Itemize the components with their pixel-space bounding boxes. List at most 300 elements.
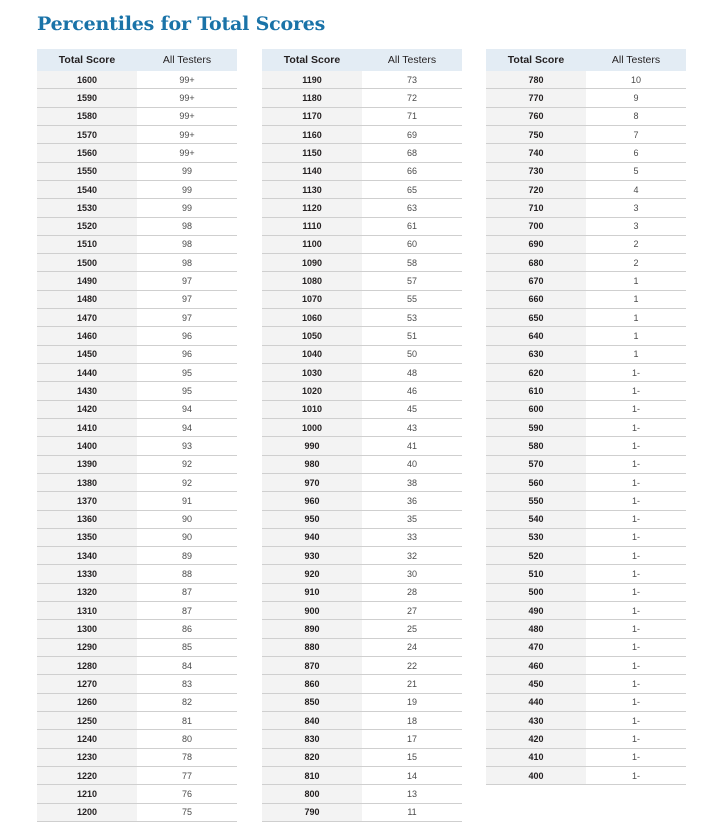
total-score-cell: 1420 (37, 400, 137, 418)
percentile-cell: 1 (586, 290, 686, 308)
table-row (262, 675, 462, 693)
total-score-cell: 470 (486, 638, 586, 656)
total-score-cell: 1210 (37, 785, 137, 803)
table-row (262, 565, 462, 583)
total-score-cell: 1530 (37, 199, 137, 217)
table-row (37, 345, 237, 363)
percentile-cell: 1- (586, 657, 686, 675)
percentile-cell: 1- (586, 693, 686, 711)
total-score-cell: 1310 (37, 602, 137, 620)
percentile-cell: 30 (362, 565, 462, 583)
total-score-cell: 650 (486, 309, 586, 327)
total-score-cell: 610 (486, 382, 586, 400)
total-score-cell: 930 (262, 547, 362, 565)
total-score-cell: 1410 (37, 418, 137, 436)
percentile-cell: 46 (362, 382, 462, 400)
total-score-cell: 500 (486, 583, 586, 601)
percentile-cell: 93 (137, 437, 237, 455)
total-score-cell: 1590 (37, 89, 137, 107)
percentile-table-3 (486, 49, 686, 785)
percentile-cell: 1- (586, 602, 686, 620)
total-score-cell: 810 (262, 766, 362, 784)
table-row (37, 803, 237, 821)
total-score-cell: 1270 (37, 675, 137, 693)
table-row (37, 272, 237, 290)
table-row (486, 510, 686, 528)
total-score-cell: 1600 (37, 71, 137, 89)
table-row (486, 309, 686, 327)
table-row (37, 290, 237, 308)
total-score-cell: 590 (486, 418, 586, 436)
table-row (37, 107, 237, 125)
percentile-cell: 24 (362, 638, 462, 656)
table-row (486, 71, 686, 89)
table-row (486, 254, 686, 272)
total-score-cell: 460 (486, 657, 586, 675)
percentile-cell: 33 (362, 528, 462, 546)
table-row (262, 657, 462, 675)
percentile-cell: 1- (586, 620, 686, 638)
table-row (262, 455, 462, 473)
percentile-cell: 1- (586, 492, 686, 510)
table-row (262, 602, 462, 620)
percentile-cell: 53 (362, 309, 462, 327)
percentile-cell: 6 (586, 144, 686, 162)
percentile-cell: 36 (362, 492, 462, 510)
table-row (37, 327, 237, 345)
total-score-cell: 980 (262, 455, 362, 473)
percentile-cell: 82 (137, 693, 237, 711)
table-row (486, 547, 686, 565)
percentile-cell: 92 (137, 473, 237, 491)
percentile-cell: 98 (137, 235, 237, 253)
total-score-cell: 1440 (37, 364, 137, 382)
table-row (486, 711, 686, 729)
percentile-cell: 14 (362, 766, 462, 784)
total-score-cell: 1350 (37, 528, 137, 546)
total-score-cell: 420 (486, 730, 586, 748)
table-row (486, 162, 686, 180)
total-score-cell: 1010 (262, 400, 362, 418)
table-row (262, 327, 462, 345)
table-row (262, 803, 462, 821)
table-row (486, 492, 686, 510)
total-score-cell: 1500 (37, 254, 137, 272)
table-row (37, 382, 237, 400)
table-row (262, 144, 462, 162)
total-score-cell: 570 (486, 455, 586, 473)
table-row (37, 693, 237, 711)
table-row (262, 528, 462, 546)
percentile-cell: 60 (362, 235, 462, 253)
total-score-cell: 770 (486, 89, 586, 107)
table-row (37, 510, 237, 528)
percentile-cell: 25 (362, 620, 462, 638)
total-score-cell: 1160 (262, 125, 362, 143)
table-row (262, 345, 462, 363)
percentile-cell: 80 (137, 730, 237, 748)
table-row (37, 144, 237, 162)
total-score-cell: 1550 (37, 162, 137, 180)
table-row (486, 272, 686, 290)
table-row (37, 657, 237, 675)
percentile-cell: 2 (586, 235, 686, 253)
table-row (37, 162, 237, 180)
total-score-cell: 1250 (37, 711, 137, 729)
percentile-cell: 94 (137, 418, 237, 436)
percentile-cell: 1- (586, 766, 686, 784)
table-row (37, 235, 237, 253)
total-score-cell: 520 (486, 547, 586, 565)
table-row (37, 455, 237, 473)
table-row (262, 473, 462, 491)
total-score-cell: 1460 (37, 327, 137, 345)
table-row (262, 711, 462, 729)
percentile-cell: 1- (586, 528, 686, 546)
percentile-cell: 95 (137, 382, 237, 400)
percentile-cell: 18 (362, 711, 462, 729)
total-score-cell: 1200 (37, 803, 137, 821)
table-row (486, 766, 686, 784)
percentile-cell: 98 (137, 217, 237, 235)
percentile-cell: 89 (137, 547, 237, 565)
percentile-cell: 2 (586, 254, 686, 272)
table-header-row (486, 49, 686, 71)
table-row (37, 199, 237, 217)
total-score-cell: 1230 (37, 748, 137, 766)
percentile-cell: 22 (362, 657, 462, 675)
total-score-cell: 730 (486, 162, 586, 180)
table-row (486, 400, 686, 418)
total-score-cell: 1580 (37, 107, 137, 125)
total-score-cell: 1180 (262, 89, 362, 107)
total-score-cell: 1190 (262, 71, 362, 89)
table-row (486, 455, 686, 473)
table-row (37, 437, 237, 455)
table-row (486, 290, 686, 308)
percentile-cell: 92 (137, 455, 237, 473)
percentile-cell: 1- (586, 455, 686, 473)
table-row (37, 418, 237, 436)
table-row (486, 144, 686, 162)
percentile-cell: 48 (362, 364, 462, 382)
all-testers-header: All Testers (362, 49, 462, 71)
table-row (262, 71, 462, 89)
table-row (262, 382, 462, 400)
percentile-cell: 13 (362, 785, 462, 803)
table-row (262, 418, 462, 436)
percentile-cell: 55 (362, 290, 462, 308)
total-score-cell: 970 (262, 473, 362, 491)
total-score-cell: 1280 (37, 657, 137, 675)
percentile-cell: 61 (362, 217, 462, 235)
table-row (262, 748, 462, 766)
table-row (37, 400, 237, 418)
total-score-cell: 840 (262, 711, 362, 729)
percentile-cell: 1- (586, 730, 686, 748)
percentile-cell: 4 (586, 180, 686, 198)
percentile-cell: 97 (137, 290, 237, 308)
table-row (262, 693, 462, 711)
table-row (486, 235, 686, 253)
total-score-cell: 410 (486, 748, 586, 766)
total-score-cell: 600 (486, 400, 586, 418)
percentile-cell: 90 (137, 510, 237, 528)
percentile-cell: 7 (586, 125, 686, 143)
table-row (262, 730, 462, 748)
percentile-cell: 99 (137, 162, 237, 180)
total-score-cell: 1430 (37, 382, 137, 400)
table-row (262, 254, 462, 272)
table-row (37, 217, 237, 235)
table-row (486, 602, 686, 620)
table-row (37, 125, 237, 143)
percentile-cell: 99+ (137, 89, 237, 107)
table-row (37, 71, 237, 89)
total-score-cell: 490 (486, 602, 586, 620)
total-score-cell: 400 (486, 766, 586, 784)
percentile-cell: 1 (586, 345, 686, 363)
percentile-cell: 45 (362, 400, 462, 418)
total-score-cell: 830 (262, 730, 362, 748)
table-row (262, 199, 462, 217)
total-score-cell: 1520 (37, 217, 137, 235)
total-score-cell: 1110 (262, 217, 362, 235)
total-score-cell: 1380 (37, 473, 137, 491)
total-score-cell: 1240 (37, 730, 137, 748)
table-row (486, 180, 686, 198)
percentile-cell: 99 (137, 199, 237, 217)
total-score-cell: 1120 (262, 199, 362, 217)
total-score-cell: 1340 (37, 547, 137, 565)
percentile-cell: 8 (586, 107, 686, 125)
total-score-cell: 800 (262, 785, 362, 803)
percentile-cell: 99+ (137, 125, 237, 143)
table-row (37, 675, 237, 693)
total-score-cell: 1080 (262, 272, 362, 290)
percentile-cell: 91 (137, 492, 237, 510)
total-score-cell: 560 (486, 473, 586, 491)
total-score-cell: 1140 (262, 162, 362, 180)
percentile-cell: 38 (362, 473, 462, 491)
percentile-cell: 76 (137, 785, 237, 803)
percentile-table-2 (262, 49, 462, 822)
percentile-cell: 1- (586, 382, 686, 400)
percentile-cell: 75 (137, 803, 237, 821)
table-row (486, 418, 686, 436)
table-row (262, 547, 462, 565)
table-row (37, 473, 237, 491)
total-score-cell: 780 (486, 71, 586, 89)
total-score-cell: 1510 (37, 235, 137, 253)
table-row (37, 638, 237, 656)
total-score-cell: 1540 (37, 180, 137, 198)
total-score-cell: 1290 (37, 638, 137, 656)
total-score-header: Total Score (37, 49, 137, 71)
table-row (37, 364, 237, 382)
percentile-cell: 99+ (137, 144, 237, 162)
total-score-cell: 920 (262, 565, 362, 583)
percentile-cell: 1- (586, 675, 686, 693)
percentile-cell: 99+ (137, 107, 237, 125)
percentile-cell: 1- (586, 473, 686, 491)
total-score-cell: 910 (262, 583, 362, 601)
percentile-cell: 58 (362, 254, 462, 272)
percentile-cell: 1- (586, 565, 686, 583)
total-score-cell: 1150 (262, 144, 362, 162)
total-score-cell: 880 (262, 638, 362, 656)
table-row (486, 620, 686, 638)
table-row (486, 107, 686, 125)
table-row (37, 748, 237, 766)
percentile-cell: 1 (586, 327, 686, 345)
total-score-cell: 740 (486, 144, 586, 162)
table-row (262, 235, 462, 253)
table-row (486, 565, 686, 583)
percentile-cell: 43 (362, 418, 462, 436)
total-score-cell: 510 (486, 565, 586, 583)
percentile-table-1 (37, 49, 237, 822)
total-score-cell: 670 (486, 272, 586, 290)
percentile-cell: 1- (586, 418, 686, 436)
table-row (486, 364, 686, 382)
table-row (262, 89, 462, 107)
table-row (37, 730, 237, 748)
table-row (262, 510, 462, 528)
total-score-cell: 940 (262, 528, 362, 546)
percentile-cell: 98 (137, 254, 237, 272)
total-score-cell: 700 (486, 217, 586, 235)
total-score-cell: 640 (486, 327, 586, 345)
table-row (37, 766, 237, 784)
total-score-cell: 850 (262, 693, 362, 711)
total-score-cell: 990 (262, 437, 362, 455)
table-row (37, 309, 237, 327)
table-row (262, 217, 462, 235)
total-score-cell: 1020 (262, 382, 362, 400)
percentile-cell: 1- (586, 400, 686, 418)
total-score-cell: 530 (486, 528, 586, 546)
table-row (486, 217, 686, 235)
percentile-cell: 5 (586, 162, 686, 180)
percentile-cell: 15 (362, 748, 462, 766)
percentile-cell: 1- (586, 638, 686, 656)
total-score-cell: 1450 (37, 345, 137, 363)
percentile-cell: 73 (362, 71, 462, 89)
table-header-row (262, 49, 462, 71)
percentile-cell: 1- (586, 547, 686, 565)
total-score-cell: 430 (486, 711, 586, 729)
total-score-cell: 720 (486, 180, 586, 198)
table-row (37, 565, 237, 583)
total-score-cell: 440 (486, 693, 586, 711)
percentile-cell: 28 (362, 583, 462, 601)
total-score-cell: 630 (486, 345, 586, 363)
total-score-cell: 1300 (37, 620, 137, 638)
table-row (262, 766, 462, 784)
table-row (486, 657, 686, 675)
table-row (37, 583, 237, 601)
percentile-cell: 72 (362, 89, 462, 107)
total-score-cell: 1000 (262, 418, 362, 436)
percentile-cell: 57 (362, 272, 462, 290)
table-row (262, 620, 462, 638)
total-score-cell: 690 (486, 235, 586, 253)
percentile-cell: 17 (362, 730, 462, 748)
total-score-cell: 1370 (37, 492, 137, 510)
percentile-cell: 1- (586, 583, 686, 601)
table-body (262, 71, 462, 821)
percentile-cell: 69 (362, 125, 462, 143)
total-score-cell: 1260 (37, 693, 137, 711)
total-score-cell: 820 (262, 748, 362, 766)
table-row (486, 730, 686, 748)
total-score-cell: 1320 (37, 583, 137, 601)
percentile-cell: 63 (362, 199, 462, 217)
table-row (486, 199, 686, 217)
percentile-cell: 9 (586, 89, 686, 107)
total-score-cell: 1050 (262, 327, 362, 345)
table-row (486, 327, 686, 345)
table-header-row (37, 49, 237, 71)
percentile-cell: 11 (362, 803, 462, 821)
percentile-cell: 1 (586, 272, 686, 290)
percentile-cell: 10 (586, 71, 686, 89)
total-score-cell: 620 (486, 364, 586, 382)
total-score-cell: 960 (262, 492, 362, 510)
table-row (262, 364, 462, 382)
all-testers-header: All Testers (137, 49, 237, 71)
total-score-cell: 1390 (37, 455, 137, 473)
percentile-cell: 90 (137, 528, 237, 546)
table-body (37, 71, 237, 821)
percentile-cell: 97 (137, 272, 237, 290)
total-score-cell: 1030 (262, 364, 362, 382)
table-row (37, 711, 237, 729)
percentile-cell: 94 (137, 400, 237, 418)
page-title: Percentiles for Total Scores (37, 13, 326, 35)
all-testers-header: All Testers (586, 49, 686, 71)
total-score-cell: 1040 (262, 345, 362, 363)
table-row (262, 107, 462, 125)
table-row (486, 382, 686, 400)
table-row (37, 528, 237, 546)
table-row (37, 254, 237, 272)
percentile-cell: 1 (586, 309, 686, 327)
total-score-cell: 760 (486, 107, 586, 125)
percentile-cell: 81 (137, 711, 237, 729)
table-row (262, 290, 462, 308)
percentile-cell: 1- (586, 748, 686, 766)
percentile-cell: 99+ (137, 71, 237, 89)
total-score-cell: 540 (486, 510, 586, 528)
total-score-cell: 450 (486, 675, 586, 693)
total-score-cell: 1360 (37, 510, 137, 528)
percentile-cell: 78 (137, 748, 237, 766)
table-row (486, 675, 686, 693)
table-row (262, 309, 462, 327)
table-row (486, 345, 686, 363)
total-score-cell: 890 (262, 620, 362, 638)
total-score-cell: 1490 (37, 272, 137, 290)
table-row (262, 180, 462, 198)
table-row (37, 547, 237, 565)
total-score-cell: 1570 (37, 125, 137, 143)
percentile-cell: 87 (137, 583, 237, 601)
percentile-cell: 97 (137, 309, 237, 327)
percentile-cell: 3 (586, 199, 686, 217)
table-row (262, 437, 462, 455)
